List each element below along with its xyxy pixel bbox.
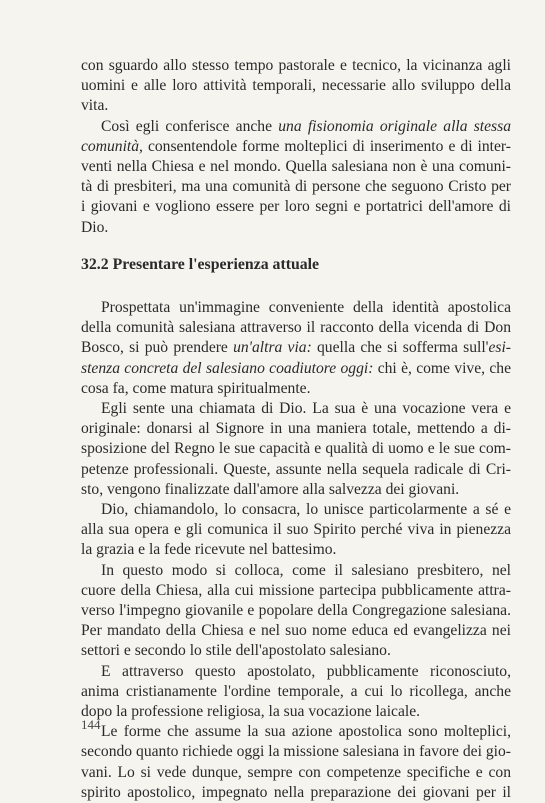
text-line: i giovani e vogliono essere per loro segni e portatrici dell'amore di [81, 198, 511, 216]
text-line: venti nella Chiesa e nel mondo. Quella salesiana non è una comuni- [81, 158, 511, 176]
text-line: petenze professionali. Queste, assunte nella sequela radicale di Cri- [81, 460, 511, 478]
text-line: sto, vengono finalizzate dall'amore alla salvezza dei giovani. [81, 480, 460, 498]
text-line: stenza concreta del salesiano coadiutore oggi: chi è, come vive, che [81, 359, 511, 377]
text-line: sposizione del Regno le sue capacità e qualità di uomo e le sue com- [81, 440, 511, 458]
text-line: vita. [81, 97, 109, 115]
text-line: cuore della Chiesa, alla cui missione partecipa pubblicamente attra- [81, 581, 511, 599]
text-line: dopo la professione religiosa, la sua vocazione laicale. [81, 703, 421, 721]
text-line: la grazia e la fede ricevute nel battesimo. [81, 541, 337, 559]
text-line: Egli sente una chiamata di Dio. La sua è una vocazione vera e [101, 400, 511, 418]
section-body [81, 298, 511, 803]
text-line: comunità, consentendole forme molteplici di inserimento e di inter- [81, 137, 511, 155]
text-line: secondo quanto richiede oggi la missione salesiana in favore dei gio- [81, 743, 511, 761]
text-line: E attraverso questo apostolato, pubblicamente riconosciuto, [101, 662, 511, 680]
text-line: con sguardo allo stesso tempo pastorale e tecnico, la vicinanza agli [81, 57, 511, 74]
section-heading: 32.2 Presentare l'esperienza attuale [81, 256, 320, 273]
text-line: spirito apostolico, impegnato nella preparazione dei giovani per il [81, 783, 511, 801]
text-line: tà di presbiteri, ma una comunità di persone che seguono Cristo per [81, 178, 511, 196]
text-line: della comunità salesiana attraverso il racconto della vicenda di Don [81, 319, 511, 337]
page-number: 144 [81, 717, 101, 732]
text-line: Così egli conferisce anche una fisionomia originale alla stessa [101, 117, 511, 135]
text-line: Dio. [81, 218, 109, 236]
text-line: Le forme che assume la sua azione apostolica sono molteplici, [101, 723, 511, 741]
text-line: Prospettata un'immagine conveniente della identità apostolica [101, 299, 511, 316]
text-line: Dio, chiamandolo, lo consacra, lo unisce particolarmente a sé e [101, 501, 511, 519]
text-line: Bosco, si può prendere un'altra via: quella che si sofferma sull'esi- [81, 339, 511, 357]
text-line: originale: donarsi al Signore in una maniera totale, mettendo a di- [81, 420, 511, 438]
text-line: In questo modo si colloca, come il salesiano presbitero, nel [101, 561, 511, 579]
text-line: Per mandato della Chiesa e nel suo nome educa ed evangelizza nei [81, 622, 511, 640]
text-line: uomini e alle loro attività temporali, necessarie allo sviluppo della [81, 77, 511, 95]
text-line: verso l'impegno giovanile e popolare della Congregazione salesiana. [81, 602, 511, 620]
text-line: cosa fa, come matura spiritualmente. [81, 379, 311, 397]
text-line: vani. Lo si vede dunque, sempre con competenze specifiche e con [81, 763, 511, 781]
text-line: anima cristianamente l'ordine temporale, a cui lo ricollega, anche [81, 682, 511, 700]
text-line: settori e secondo lo stile dell'apostolato salesiano. [81, 642, 391, 660]
top-paragraph [81, 56, 511, 238]
text-line: alla sua opera e gli comunica il suo Spirito perché viva in pienezza [81, 521, 511, 539]
